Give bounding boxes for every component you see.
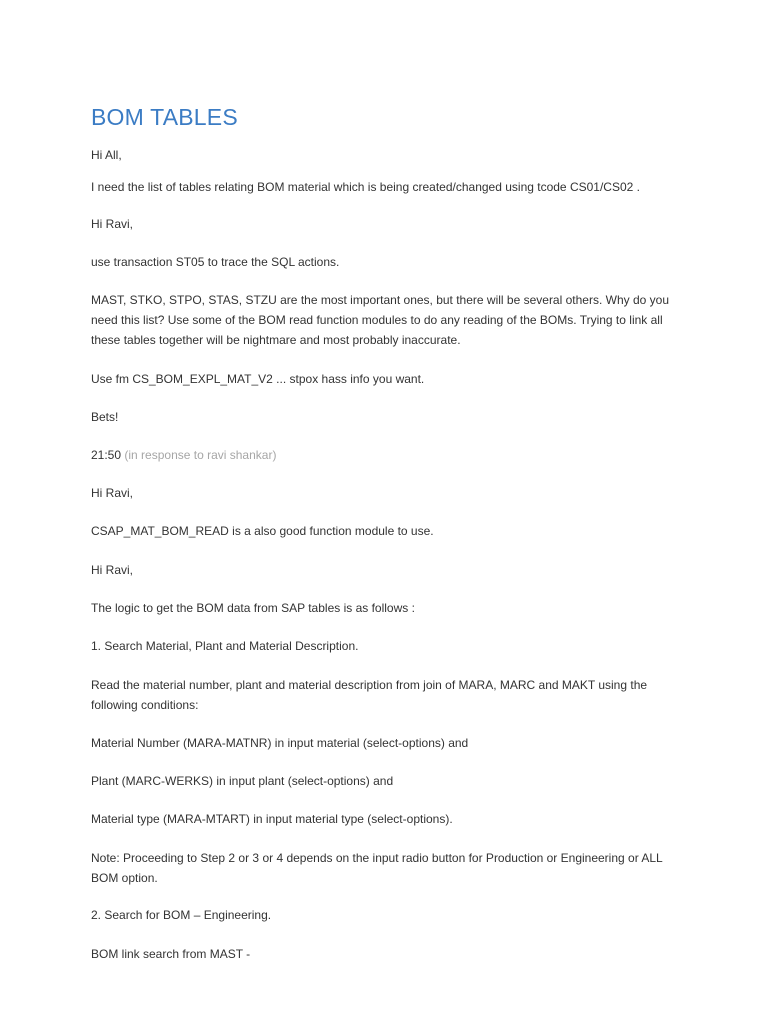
condition-text: Material type (MARA-MTART) in input material type (select-options). [91, 812, 453, 826]
document-title: BOM TABLES [91, 104, 238, 130]
reply-text: Use fm CS_BOM_EXPL_MAT_V2 ... stpox hass info you want. [91, 372, 425, 386]
step-text: BOM link search from MAST - [91, 947, 251, 961]
note-text: Note: Proceeding to Step 2 or 3 or 4 depends on the input radio button for Production or Engineering or ALL BOM option. [91, 851, 663, 885]
reply-text: MAST, STKO, STPO, STAS, STZU are the most important ones, but there will be several others. Why do you need this list? Use some of the BOM read function modules to do any reading of the BOMs. Trying to link all these tables together will be nightmare and most probably inaccurate. [91, 293, 669, 347]
reply-greeting: Hi Ravi, [91, 486, 134, 500]
step-heading: 2. Search for BOM – Engineering. [91, 908, 272, 922]
signoff: Bets! [91, 410, 119, 424]
step-heading: 1. Search Material, Plant and Material Description. [91, 639, 359, 653]
reply-text: CSAP_MAT_BOM_READ is a also good function module to use. [91, 524, 434, 538]
greeting: Hi All, [91, 148, 122, 162]
reply-text: use transaction ST05 to trace the SQL actions. [91, 255, 340, 269]
question-text: I need the list of tables relating BOM material which is being created/changed using tcode CS01/CS02 . [91, 180, 640, 194]
reply-greeting: Hi Ravi, [91, 217, 134, 231]
reply-meta [91, 445, 691, 465]
reply-greeting: Hi Ravi, [91, 563, 134, 577]
reply-time: 21:50 [91, 448, 122, 462]
condition-text: Plant (MARC-WERKS) in input plant (select-options) and [91, 774, 394, 788]
reply-text: The logic to get the BOM data from SAP tables is as follows : [91, 601, 415, 615]
condition-text: Material Number (MARA-MATNR) in input material (select-options) and [91, 736, 469, 750]
reply-context: (in response to ravi shankar) [124, 448, 277, 462]
step-text: Read the material number, plant and material description from join of MARA, MARC and MAKT using the following conditions: [91, 678, 648, 712]
